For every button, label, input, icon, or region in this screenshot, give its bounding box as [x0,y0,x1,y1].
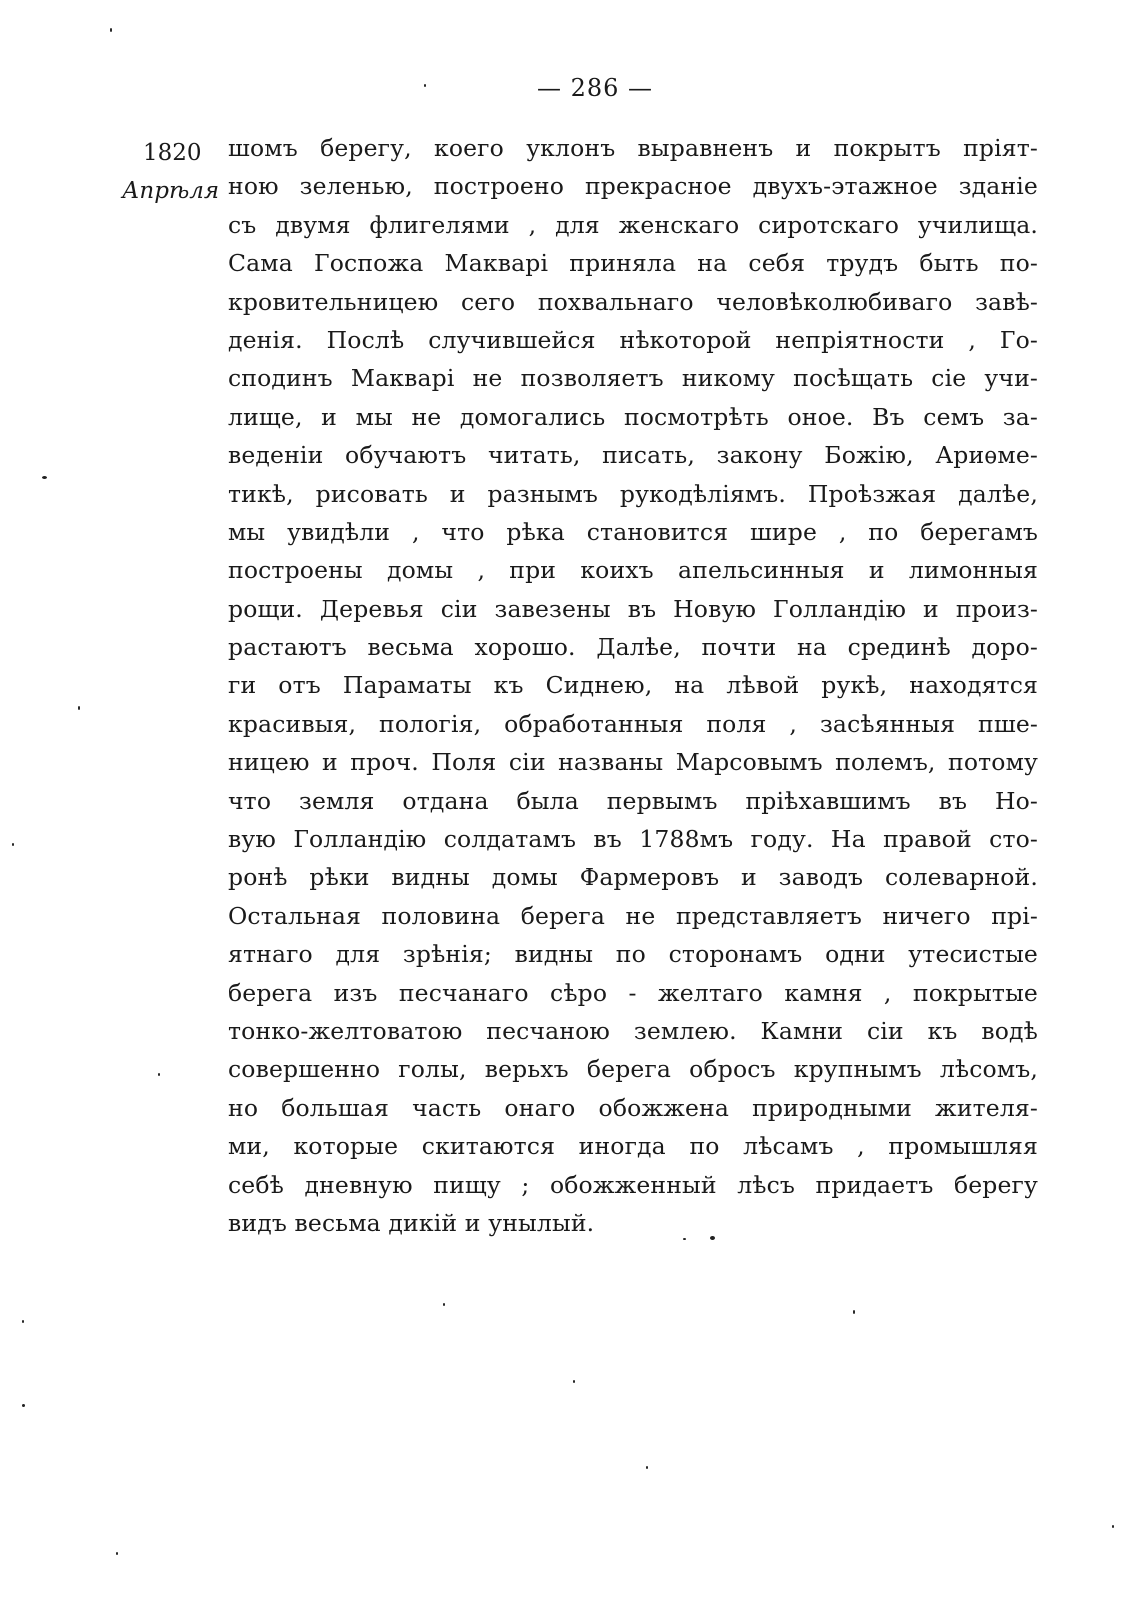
text-line: но большая часть онаго обожжена природными жителя- [228,1093,1038,1122]
text-line: берега изъ песчанаго сѣро - желтаго камня , покрытые [228,978,1038,1007]
text-line: рощи. Деревья сіи завезены въ Новую Голландію и произ- [228,594,1038,623]
text-line: ми, которые скитаются иногда по лѣсамъ , промышляя [228,1132,1038,1161]
text-line: ницею и проч. Поля сіи названы Марсовымъ полемъ, потому [228,748,1038,777]
text-line-last: видъ весьма дикій и унылый. [228,1208,595,1237]
text-line: совершенно голы, верьхъ берега обросъ крупнымъ лѣсомъ, [228,1055,1038,1084]
text-line: что земля отдана была первымъ пріѣхавшимъ въ Но- [228,786,1038,815]
text-line: съ двумя флигелями , для женскаго сиротскаго училища. [228,210,1038,239]
text-line: Остальная половина берега не представляетъ ничего прі- [228,901,1038,930]
text-line: себѣ дневную пищу ; обожженный лѣсъ придаетъ берегу [228,1170,1038,1199]
text-line: шомъ берегу, коего уклонъ выравненъ и покрытъ пріят- [228,134,1038,162]
text-line: денія. Послѣ случившейся нѣкоторой непріятности , Го- [228,325,1038,354]
text-line: тонко-желтоватою песчаною землею. Камни сіи къ водѣ [228,1016,1038,1045]
text-line: лище, и мы не домогались посмотрѣть оное. Въ семъ за- [228,402,1038,431]
text-line: веденіи обучаютъ читать, писать, закону Божію, Ариѳме- [228,441,1038,470]
page-number: — 286 — [536,74,654,102]
text-line: красивыя, пологія, обработанныя поля , засѣянныя пше- [228,709,1038,738]
text-line: тикѣ, рисовать и разнымъ рукодѣліямъ. Проѣзжая далѣе, [228,479,1038,508]
text-line: ронѣ рѣки видны домы Фармеровъ и заводъ солеварной. [228,863,1038,892]
text-line: растаютъ весьма хорошо. Далѣе, почти на срединѣ доро- [228,633,1038,662]
text-line: ги отъ Парамaты къ Сиднею, на лѣвой рукѣ, находятся [228,671,1038,700]
text-line: вую Голландію солдатамъ въ 1788мъ году. На правой сто- [228,825,1038,854]
margin-year: 1820 [143,140,202,166]
text-line: кровительницею сего похвальнаго человѣколюбиваго завѣ- [228,287,1038,316]
text-line: ятнаго для зрѣнія; видны по сторонамъ одни утесистые [228,940,1038,969]
text-line: ною зеленью, построено прекрасное двухъ-этажное зданіе [228,172,1038,201]
margin-month: Апрѣля [122,178,220,204]
text-line: сподинъ Макварі не позволяетъ никому посѣщать сіе учи- [228,364,1038,393]
text-line: мы увидѣли , что рѣка становится шире , по берегамъ [228,517,1038,546]
text-line: построены домы , при коихъ апельсинныя и лимонныя [228,556,1038,585]
body-text [228,129,1038,1242]
text-line: Сама Госпожа Макварі приняла на себя трудъ быть по- [228,249,1038,278]
